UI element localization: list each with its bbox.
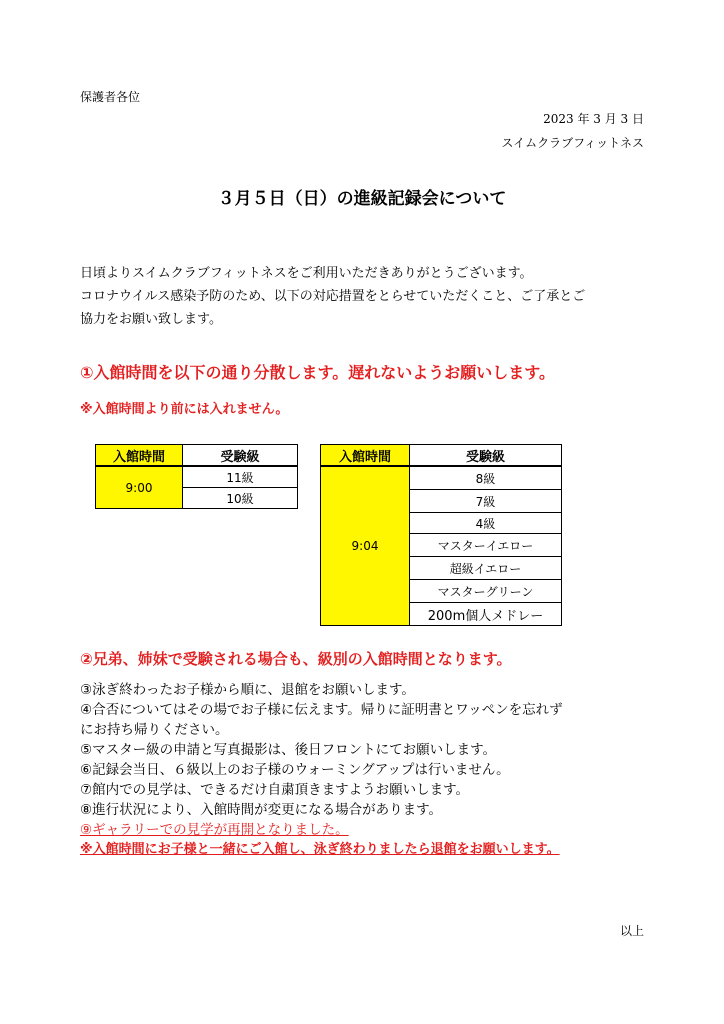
list-item: にお持ち帰りください。: [80, 722, 229, 738]
entry-time: 9:04: [321, 466, 410, 626]
list-item-highlight: ⑨ギャラリーでの見学が再開となりました。: [80, 822, 349, 838]
table-header-time: 入館時間: [96, 445, 183, 467]
list-item-highlight: ※入館時間にお子様と一緒にご入館し、泳ぎ終わりましたら退館をお願いします。: [80, 842, 560, 857]
grade-cell: 11級: [183, 466, 298, 488]
grade-cell: マスターイエロー: [410, 534, 562, 557]
grade-cell: 10級: [183, 488, 298, 509]
intro-line-1: 日頃よりスイムクラブフィットネスをご利用いただきありがとうございます。: [80, 266, 533, 281]
schedule-table-left: [95, 444, 298, 509]
grade-cell: 7級: [410, 490, 562, 513]
recipient: 保護者各位: [80, 90, 141, 104]
list-item: ④合否についてはその場でお子様に伝えます。帰りに証明書とワッペンを忘れず: [80, 702, 563, 718]
grade-cell: マスターグリーン: [410, 580, 562, 603]
organization: スイムクラブフィットネス: [501, 136, 644, 150]
schedule-table-right: [320, 444, 562, 626]
notice-list: [80, 680, 660, 860]
list-item: ③泳ぎ終わったお子様から順に、退館をお願いします。: [80, 682, 415, 698]
grade-cell: 200m個人メドレー: [410, 603, 562, 626]
closing: 以上: [619, 924, 644, 938]
list-item: ⑥記録会当日、６級以上のお子様のウォーミングアップは行いません。: [80, 762, 510, 778]
list-item: ⑦館内での見学は、できるだけ自粛頂きますようお願いします。: [80, 782, 470, 798]
date: 2023 年 3 月 3 日: [543, 112, 644, 126]
notice1-heading: ①入館時間を以下の通り分散します。遅れないようお願いします。: [80, 363, 555, 382]
entry-time: 9:00: [96, 466, 183, 509]
table-header-grade: 受験級: [183, 445, 298, 467]
grade-cell: 超級イエロー: [410, 557, 562, 580]
list-item: ⑧進行状況により、入館時間が変更になる場合があります。: [80, 802, 443, 818]
grade-cell: 8級: [410, 466, 562, 490]
list-item: ⑤マスター級の申請と写真撮影は、後日フロントにてお願いします。: [80, 742, 497, 758]
table-header-grade: 受験級: [410, 445, 562, 467]
page-title: ３月５日（日）の進級記録会について: [217, 189, 507, 209]
intro-line-3: 協力をお願い致します。: [80, 312, 222, 327]
grade-cell: 4級: [410, 513, 562, 534]
intro-line-2: コロナウイルス感染予防のため、以下の対応措置をとらせていただくこと、ご了承とご: [80, 289, 586, 304]
notice1-sub: ※入館時間より前には入れません。: [80, 402, 289, 417]
notice2: ②兄弟、姉妹で受験される場合も、級別の入館時間となります。: [80, 650, 512, 668]
table-header-time: 入館時間: [321, 445, 410, 467]
